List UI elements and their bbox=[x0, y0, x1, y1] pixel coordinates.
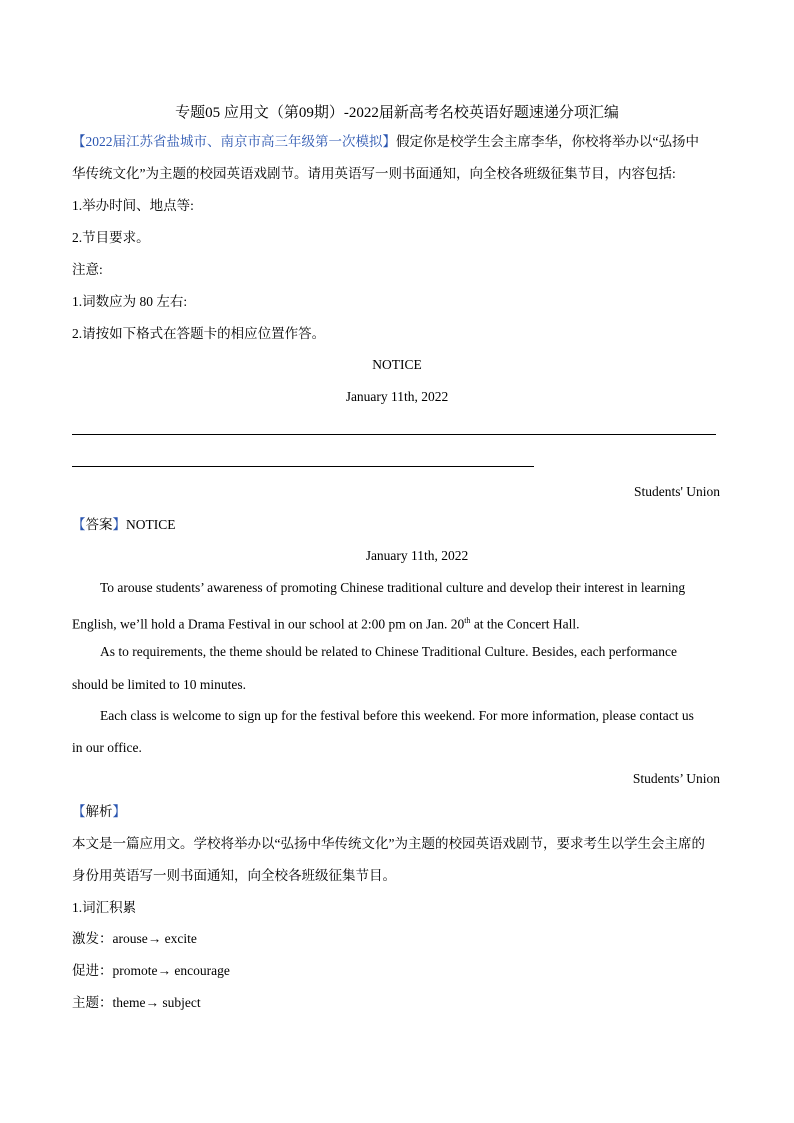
answer-label-row bbox=[72, 516, 176, 534]
answer-bracket-open: 【 bbox=[72, 517, 86, 532]
answer-paragraph-1-line-1: To arouse students’ awareness of promoting Chinese traditional culture and develop their interest in learning bbox=[100, 580, 686, 595]
vocab-en: promote→ encourage bbox=[112, 963, 230, 978]
vocab-item bbox=[72, 962, 230, 980]
answer-line-2 bbox=[72, 466, 534, 467]
prompt-line-2: 华传统文化”为主题的校园英语戏剧节。请用英语写一则书面通知，向全校各班级征集节目，内容包括: bbox=[72, 166, 676, 181]
vocab-en: arouse→ excite bbox=[112, 931, 197, 946]
requirement-item-1: 1.举办时间、地点等: bbox=[72, 198, 194, 213]
analysis-bracket-open: 【 bbox=[72, 804, 86, 819]
answer-label: 答案 bbox=[85, 517, 113, 532]
analysis-label: 解析 bbox=[85, 804, 113, 819]
note-item-1: 1.词数应为 80 左右: bbox=[72, 294, 188, 309]
vocab-cn: 促进： bbox=[72, 963, 113, 978]
ordinal-suffix: th bbox=[464, 616, 471, 625]
paragraph-text: at the Concert Hall. bbox=[470, 616, 580, 632]
answer-bracket-close: 】 bbox=[112, 517, 126, 532]
vocab-heading: 1.词汇积累 bbox=[72, 900, 137, 915]
source-bracket-open: 【 bbox=[72, 134, 86, 149]
vocab-item bbox=[72, 930, 197, 948]
answer-paragraph-2-line-1: As to requirements, the theme should be related to Chinese Traditional Culture. Besides, each performance bbox=[100, 644, 677, 659]
prompt-line-1 bbox=[72, 133, 699, 151]
requirement-item-2: 2.节目要求。 bbox=[72, 230, 150, 245]
paragraph-text: English, we’ll hold a Drama Festival in our school at 2:00 pm on Jan. 20 bbox=[72, 616, 465, 632]
form-heading: NOTICE bbox=[372, 357, 422, 372]
note-item-2: 2.请按如下格式在答题卡的相应位置作答。 bbox=[72, 326, 326, 341]
analysis-bracket-close: 】 bbox=[112, 804, 126, 819]
note-label: 注意: bbox=[72, 262, 103, 277]
analysis-label-row bbox=[72, 803, 126, 821]
prompt-text: 假定你是校学生会主席李华，你校将举办以“弘扬中 bbox=[396, 134, 699, 149]
analysis-line-2: 身份用英语写一则书面通知，向全校各班级征集节目。 bbox=[72, 868, 396, 883]
answer-line-1 bbox=[72, 434, 716, 435]
answer-paragraph-3-line-2: in our office. bbox=[72, 740, 142, 755]
vocab-cn: 激发： bbox=[72, 931, 113, 946]
answer-paragraph-3-line-1: Each class is welcome to sign up for the festival before this weekend. For more information, please contact us bbox=[100, 708, 694, 723]
answer-paragraph-1-line-2 bbox=[72, 612, 580, 634]
source-text: 2022届江苏省盐城市、南京市高三年级第一次模拟 bbox=[85, 134, 383, 149]
answer-heading: NOTICE bbox=[126, 517, 176, 532]
answer-date: January 11th, 2022 bbox=[365, 548, 469, 563]
analysis-line-1: 本文是一篇应用文。学校将举办以“弘扬中华传统文化”为主题的校园英语戏剧节，要求考生以学生会主席的 bbox=[72, 836, 705, 851]
answer-signature: Students’ Union bbox=[632, 771, 720, 786]
answer-paragraph-2-line-2: should be limited to 10 minutes. bbox=[72, 677, 246, 692]
vocab-cn: 主题： bbox=[72, 995, 113, 1010]
form-signature: Students' Union bbox=[633, 484, 720, 499]
source-bracket-close: 】 bbox=[382, 134, 396, 149]
vocab-item bbox=[72, 994, 201, 1012]
page-title: 专题05 应用文（第09期）-2022届新高考名校英语好题速递分项汇编 bbox=[175, 105, 619, 121]
vocab-en: theme→ subject bbox=[112, 995, 201, 1010]
form-date: January 11th, 2022 bbox=[345, 389, 449, 404]
